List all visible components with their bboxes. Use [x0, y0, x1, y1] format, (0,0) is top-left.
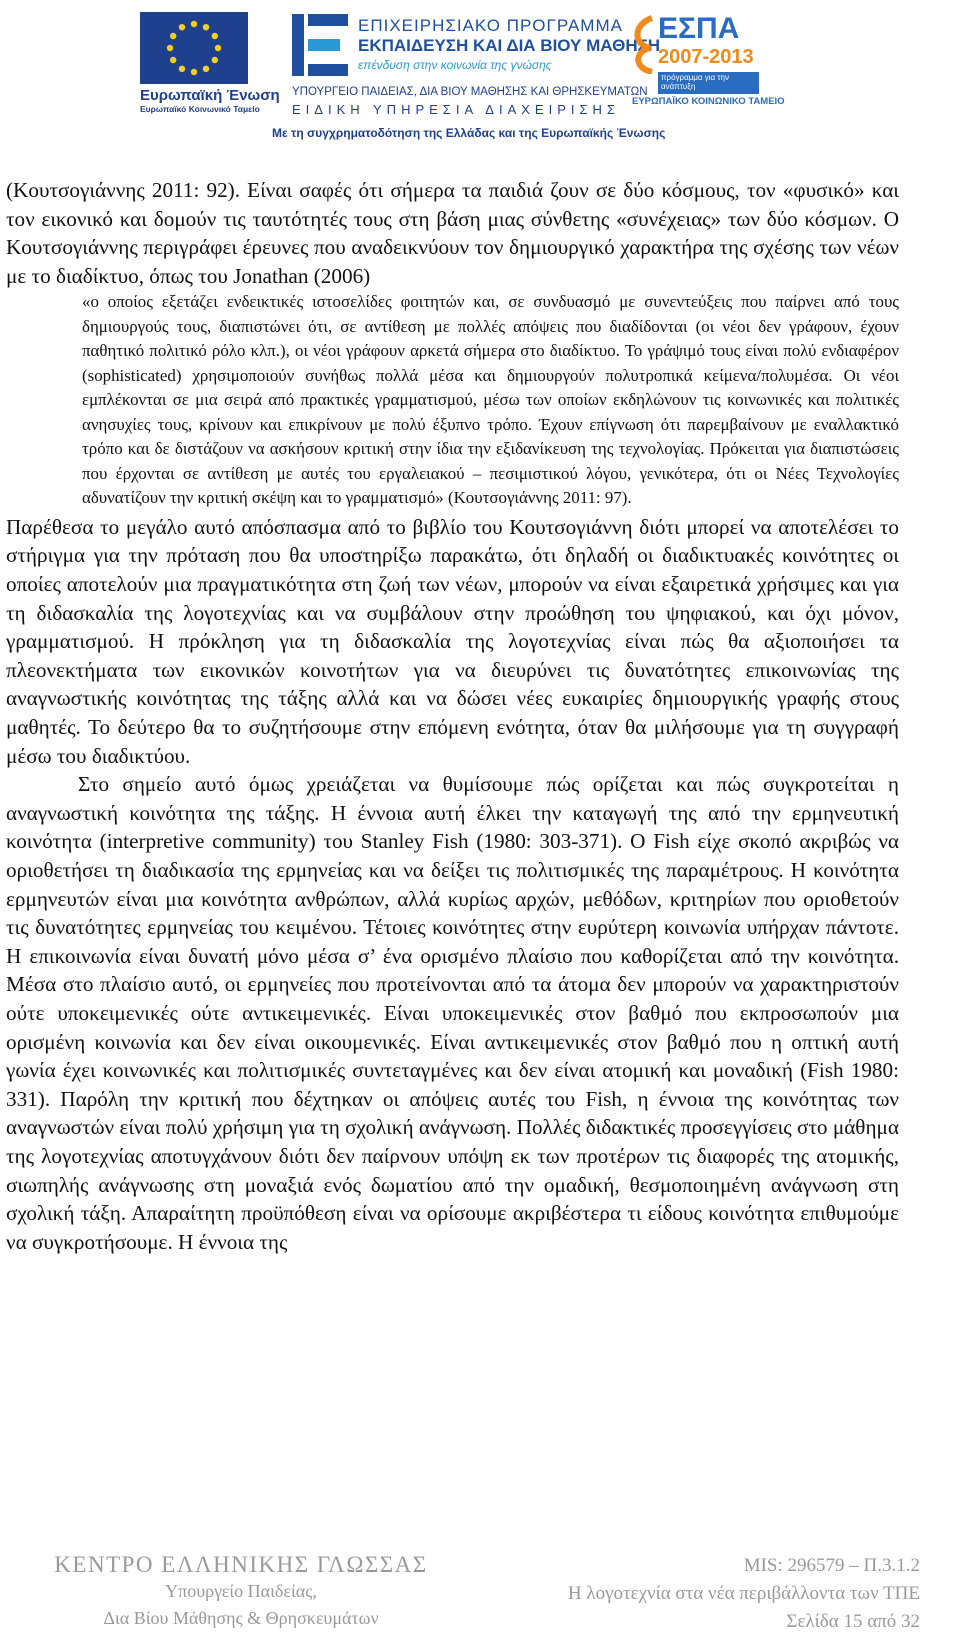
- paragraph-intro: (Κουτσογιάννης 2011: 92). Είναι σαφές ότι σήμερα τα παιδιά ζουν σε δύο κόσμους, τον «φυσικό» και τον εικονικό και δομούν τις ταυτότητές τους στη βάση μιας σύνθετης «συνέχειας» των δύο κόσμων. Ο Κουτσογιάννης περιγράφει έρευνες που αναδεικνύουν τον δημιουργικό χαρακτήρα της σχέσης των νέων με το διαδίκτυο, όπως του Jonathan (2006): [6, 178, 899, 288]
- paragraph-interpretive-community: Στο σημείο αυτό όμως χρειάζεται να θυμίσουμε πώς ορίζεται και πώς συγκροτείται η αναγνωστική κοινότητα της τάξης. Η έννοια αυτή έλκει την καταγωγή της από την ερμηνευτική κοινότητα (interpretive community) του Stanley Fish (1980: 303-371). Ο Fish είχε σκοπό ακριβώς να οριοθετήσει τη διαδικασία της ερμηνείας και να δείξει τις πολιτισμικές της παραμέτρους. Η κοινότητα ερμηνευτών είναι μια κοινότητα ανθρώπων, αλλά κυρίως αρχών, μεθόδων, κριτηρίων που οριοθετούν τις δυνατότητες ερμηνείας του κειμένου. Τέτοιες κοινότητες στην ευρύτερη κοινωνία υπήρχαν πάντοτε. Η επικοινωνία είναι δυνατή μόνο μέσα σ’ ένα ορισμένο πλαίσιο που καθορίζεται από την κοινότητα. Μέσα στο πλαίσιο αυτό, οι ερμηνείες που προτείνονται από τα άτομα δεν μπορούν να χαρακτηριστούν ούτε υποκειμενικές ούτε αντικειμενικές. Είναι υποκειμενικές στον βαθμό που εκπροσωπούν μια ορισμένη κοινωνία και δεν είναι οικουμενικές. Είναι αντικειμενικές στον βαθμό που η οπτική αυτή γωνία έχει κοινωνικές και πολιτισμικές συντεταγμένες και δεν είναι ατομική και μοναδική (Fish 1980: 331). Παρόλη την κριτική που δέχτηκαν οι απόψεις αυτές του Fish, η έννοια της κοινότητας των αναγνωστών είναι πολύ χρήσιμη για τη σχολική ανάγνωση. Πολλές διδακτικές προσεγγίσεις στο μάθημα της λογοτεχνίας αποτυγχάνουν διότι δεν παίρνουν υπόψη εκ των προτέρων τις διαφορές της ατομικής, σιωπηλής ανάγνωσης στη μοναξιά ενός δωματίου από την ομαδική, θεσμοποιημένη ανάγνωση στη σχολική τάξη. Απαραίτητη προϋπόθεση είναι να ορίσουμε ακριβέστερα τι είδους κοινότητα επιθυμούμε να συγκροτήσουμε. Η έννοια της: [6, 772, 899, 1254]
- footer-page-number: Σελίδα 15 από 32: [786, 1611, 920, 1632]
- footer-ministry-line2: Δια Βίου Μάθησης & Θρησκευμάτων: [103, 1608, 379, 1628]
- page-header: [0, 0, 960, 150]
- program-logo-line2: ΕΚΠΑΙΔΕΥΣΗ ΚΑΙ ΔΙΑ ΒΙΟΥ ΜΑΘΗΣΗ: [358, 36, 661, 55]
- program-logo-mark-icon: [292, 14, 352, 76]
- footer-org-name: ΚΕΝΤΡΟ ΕΛΛΗΝΙΚΗΣ ΓΛΩΣΣΑΣ: [54, 1552, 428, 1577]
- footer-ministry-line1: Υπουργείο Παιδείας,: [165, 1581, 317, 1601]
- eu-logo-subtitle: Ευρωπαϊκό Κοινωνικό Ταμείο: [140, 104, 260, 114]
- block-quote: «ο οποίος εξετάζει ενδεικτικές ιστοσελίδες φοιτητών και, σε συνδυασμό με συνεντεύξεις που παίρνει από τους δημιουργούς τους, διαπιστώνει ότι, σε αντίθεση με πολλές απόψεις που διαδίδονται (οι νέοι δεν γράφουν, έχουν παθητικό πολιτικό ρόλο κλπ.), οι νέοι γράφουν αρκετά σήμερα στο διαδίκτυο. Το γράψιμό τους είναι πολύ ενδιαφέρον (sophisticated) χρησιμοποιούν συνήθως πολλά μέσα και δημιουργούν πολυτροπικά κείμενα/πολυμέσα. Οι νέοι εμπλέκονται σε μια σειρά από πρακτικές γραμματισμού, μέσω των οποίων εκδηλώνουν τις κοινωνικές και πολιτικές ανησυχίες τους, κρίνουν και επικρίνουν με πολύ έξυπνο τρόπο. Έχουν επίγνωση ότι παρεμβαίνουν με εναλλακτικό τρόπο και δε διστάζουν να ασκήσουν κριτική στην ίδια την εξιδανίκευση της τεχνολογίας. Πρόκειται για διαπιστώσεις που έρχονται σε αντίθεση με αυτές του εργαλειακού – πεσιμιστικού λόγου, γενικότερα, ότι οι Νέες Τεχνολογίες αδυνατίζουν την κριτική σκέψη και το γραμματισμό» (Κουτσογιάννης 2011: 97).: [82, 292, 899, 508]
- document-body: [6, 176, 899, 1256]
- eu-flag-icon: [140, 12, 248, 84]
- cofinance-note: Με τη συγχρηματοδότηση της Ελλάδας και της Ευρωπαϊκής Ένωσης: [272, 126, 666, 140]
- espa-program: πρόγραμμα για την ανάπτυξη: [658, 72, 759, 94]
- eu-logo-title: Ευρωπαϊκή Ένωση: [140, 87, 280, 104]
- program-logo-line1: ΕΠΙΧΕΙΡΗΣΙΑΚΟ ΠΡΟΓΡΑΜΜΑ: [358, 16, 623, 35]
- program-logo-ministry: ΥΠΟΥΡΓΕΙΟ ΠΑΙΔΕΙΑΣ, ΔΙΑ ΒΙΟΥ ΜΑΘΗΣΗΣ ΚΑΙ ΘΡΗΣΚΕΥΜΑΤΩΝ: [292, 86, 648, 98]
- eu-logo: [140, 12, 280, 114]
- espa-fund: ΕΥΡΩΠΑΪΚΟ ΚΟΙΝΩΝΙΚΟ ΤΑΜΕΙΟ: [632, 96, 785, 107]
- paragraph-commentary: Παρέθεσα το μεγάλο αυτό απόσπασμα από το βιβλίο του Κουτσογιάννη διότι μπορεί να αποτελέσει το στήριγμα για την πρόταση που θα υποστηρίξω παρακάτω, ότι δηλαδή οι διαδικτυακές κοινότητες οι οποίες αποτελούν μια πραγματικότητα στη ζωή των νέων, μπορούν να είναι εξαιρετικά χρήσιμες και για τη διδασκαλία της λογοτεχνίας και να συμβάλουν στην προώθηση του ψηφιακού, και όχι μόνον, γραμματισμού. Η πρόκληση για τη διδασκαλία της λογοτεχνίας είναι πώς θα αξιοποιήσει τα πλεονεκτήματα των εικονικών κοινοτήτων για να διευρύνει τις δυνατότητες επικοινωνίας της αναγνωστικής κοινότητας της τάξης αλλά και να δώσει νέες ευκαιρίες δημιουργικής γραφής στους μαθητές. Το δεύτερο θα το συζητήσουμε στην επόμενη ενότητα, όταν θα μιλήσουμε για τη συγγραφή μέσω του διαδικτύου.: [6, 514, 899, 768]
- footer-organization: [26, 1552, 456, 1632]
- program-logo-slogan: επένδυση στην κοινωνία της γνώσης: [358, 58, 552, 72]
- espa-title: ΕΣΠΑ: [658, 12, 740, 45]
- program-logo: [272, 10, 666, 140]
- footer-course: Η λογοτεχνία στα νέα περιβάλλοντα των ΤΠΕ: [567, 1583, 920, 1604]
- program-logo-service: ΕΙΔΙΚΗ ΥΠΗΡΕΣΙΑ ΔΙΑΧΕΙΡΙΣΗΣ: [292, 102, 620, 117]
- footer-meta: [568, 1552, 920, 1636]
- espa-swirl-icon: [628, 14, 656, 74]
- espa-years: 2007-2013: [658, 46, 754, 68]
- footer-mis: MIS: 296579 – Π.3.1.2: [743, 1555, 920, 1576]
- espa-logo: [628, 12, 785, 122]
